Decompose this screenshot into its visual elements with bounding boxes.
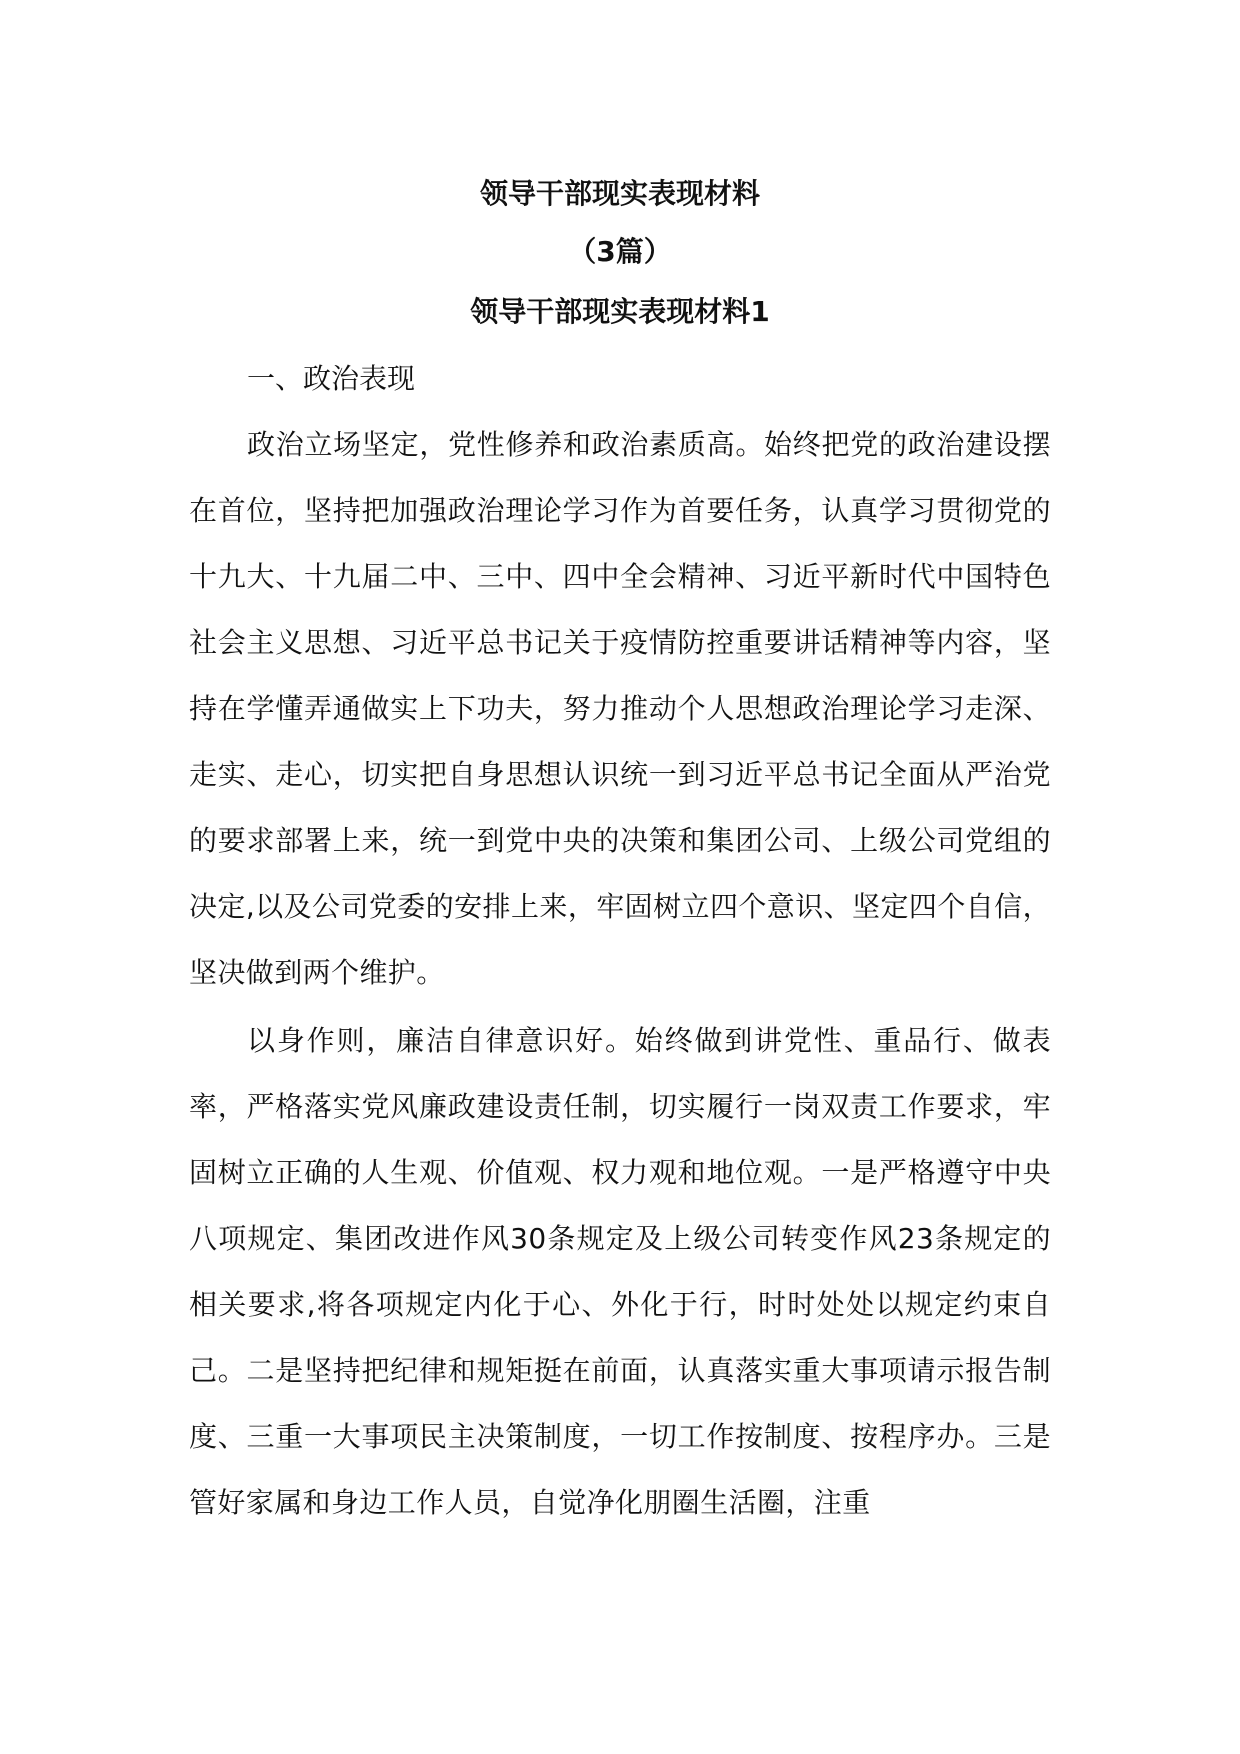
paragraph-integrity: 以身作则，廉洁自律意识好。始终做到讲党性、重品行、做表率，严格落实党风廉政建设责任制，切实履行一岗双责工作要求，牢固树立正确的人生观、价值观、权力观和地位观。一是严格遵守中央八项规定、集团改进作风30条规定及上级公司转变作风23条规定的相关要求,将各项规定内化于心、外化于行，时时处处以规定约束自己。二是坚持把纪律和规矩挺在前面，认真落实重大事项请示报告制度、三重一大事项民主决策制度，一切工作按制度、按程序办。三是管好家属和身边工作人员，自觉净化朋圈生活圈，注重 xyxy=(189,1024,1051,1519)
document-body xyxy=(189,176,1051,1536)
paragraph-political-stance: 政治立场坚定，党性修养和政治素质高。始终把党的政治建设摆在首位，坚持把加强政治理论学习作为首要任务，认真学习贯彻党的十九大、十九届二中、三中、四中全会精神、习近平新时代中国特色社会主义思想、习近平总书记关于疫情防控重要讲话精神等内容，坚持在学懂弄通做实上下功夫，努力推动个人思想政治理论学习走深、走实、走心，切实把自身思想认识统一到习近平总书记全面从严治党的要求部署上来，统一到党中央的决策和集团公司、上级公司党组的决定,以及公司党委的安排上来，牢固树立四个意识、坚定四个自信，坚决做到两个维护。 xyxy=(189,428,1051,989)
chapter-title: 领导干部现实表现材料1 xyxy=(470,295,770,328)
section-heading: 一、政治表现 xyxy=(247,362,416,395)
document-subtitle: （3篇） xyxy=(568,235,672,268)
document-title: 领导干部现实表现材料 xyxy=(479,177,760,210)
